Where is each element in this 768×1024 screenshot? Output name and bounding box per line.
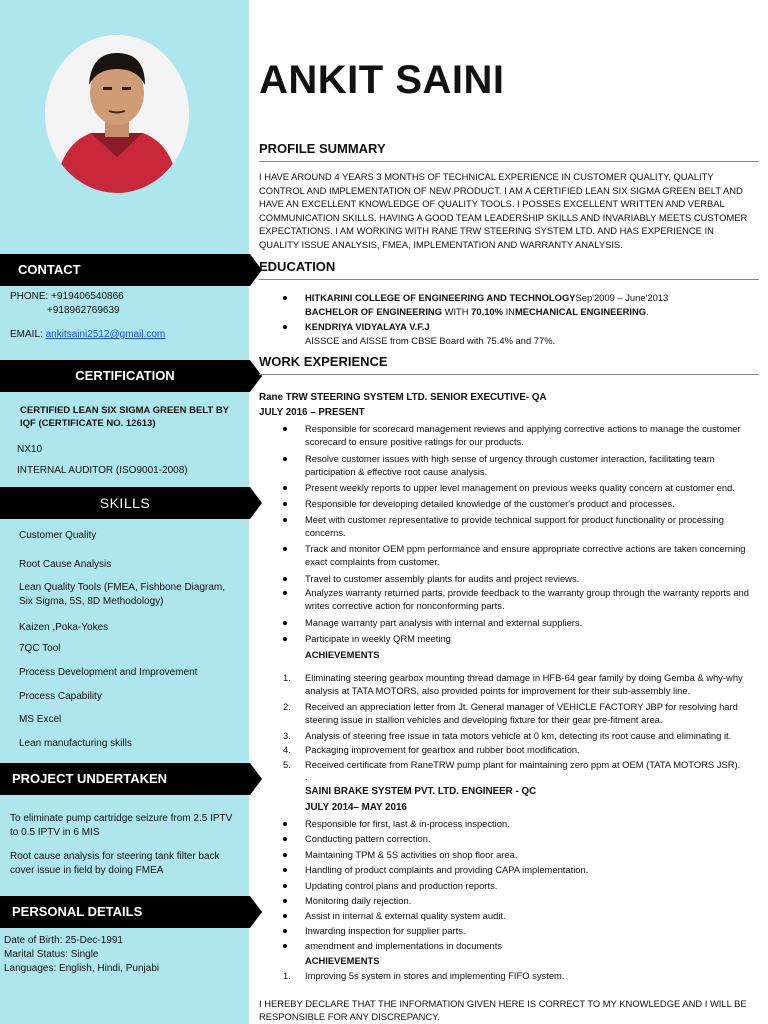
list-number: 3. <box>283 730 291 741</box>
bullet <box>283 457 287 461</box>
skill-item: Kaizen ,Poka-Yokes <box>19 622 109 633</box>
skill-item: MS Excel <box>19 714 62 725</box>
bullet <box>283 296 287 300</box>
phone-primary: +919406540866 <box>51 291 124 302</box>
bullet <box>283 637 287 641</box>
date-of-birth: Date of Birth: 25-Dec-1991 <box>4 935 123 946</box>
bullet <box>283 591 287 595</box>
job1-achievement: Eliminating steering gearbox mounting thread damage in HFB-64 gear family by doing Gemba & why-why analysis at TATA MOTORS, also provided points for improvement for their sub-assembly line. <box>305 672 743 696</box>
contact-phone <box>10 290 124 304</box>
work-heading: WORK EXPERIENCE <box>259 354 388 369</box>
bullet <box>283 822 287 826</box>
bullet <box>283 577 287 581</box>
list-number: 5. <box>283 759 291 770</box>
list-number: 2. <box>283 701 291 712</box>
college-name: HITKARINI COLLEGE OF ENGINEERING AND TECHNOLOGY <box>305 292 576 303</box>
skill-item: Process Capability <box>19 691 102 702</box>
skill-item: Root Cause Analysis <box>19 559 112 570</box>
marital-status: Marital Status: Single <box>4 949 99 960</box>
bullet <box>283 853 287 857</box>
divider <box>259 161 759 162</box>
job1-bullet: Resolve customer issues with high sense of urgency through customer interaction, facilitating team participation & effective root cause analysis. <box>305 453 715 477</box>
profile-photo <box>45 35 189 193</box>
job1-bullet: Analyzes warranty returned parts, provide feedback to the warranty group through the warranty reports and writes corrective action for nonconforming parts. <box>305 587 749 611</box>
project-item: Root cause analysis for steering tank filter back cover issue in field by doing FMEA <box>10 851 220 876</box>
bullet <box>283 914 287 918</box>
project-item: To eliminate pump cartridge seizure from 2.5 IPTV to 0.5 IPTV in 6 MIS <box>10 813 233 838</box>
degree-name: BACHELOR OF ENGINEERING <box>305 306 442 317</box>
job1-achievement: Packaging improvement for gearbox and rubber boot modification. <box>305 744 580 755</box>
skill-item: Process Development and Improvement <box>19 667 198 678</box>
job2-bullet: Responsible for first, last & in-process inspection. <box>305 818 510 829</box>
job2-title: SAINI BRAKE SYSTEM PVT. LTD. ENGINEER - QC <box>305 786 537 797</box>
skill-item: Customer Quality <box>19 530 97 541</box>
achievements-heading: ACHIEVEMENTS <box>305 955 380 966</box>
divider <box>259 279 759 280</box>
education-degree <box>305 305 649 318</box>
bullet <box>283 325 287 329</box>
skill-item: Lean Quality Tools (FMEA, Fishbone Diagram, Six Sigma, 5S, 8D Methodology) <box>19 582 226 607</box>
contact-heading: CONTACT <box>0 254 250 286</box>
job2-achievement: Improving 5s system in stores and implementing FIFO system. <box>305 970 565 981</box>
education-school: KENDRIYA VIDYALAYA V.F.J <box>305 321 430 332</box>
phone-secondary: +918962769639 <box>47 305 120 316</box>
job2-bullet: Assist in internal & external quality system audit. <box>305 910 506 921</box>
job2-bullet: Monitoring daily rejection. <box>305 895 412 906</box>
certification-heading: CERTIFICATION <box>0 360 250 392</box>
degree-percentage: 70.10% <box>471 306 503 317</box>
achievements-heading: ACHIEVEMENTS <box>305 649 380 660</box>
bullet <box>283 837 287 841</box>
degree-branch: MECHANICAL ENGINEERING <box>514 306 647 317</box>
bullet <box>283 868 287 872</box>
job1-bullet: Responsible for scorecard management reviews and applying corrective actions to manage the customer scorecard to ensure positive ratings for our products. <box>305 423 741 447</box>
job2-bullet: amendment and implementations in documents <box>305 940 502 951</box>
email-link[interactable]: ankitsaini2512@gmail.com <box>45 329 166 340</box>
degree-text: IN <box>502 306 515 317</box>
bullet <box>283 621 287 625</box>
cert-internal-auditor: INTERNAL AUDITOR (ISO9001-2008) <box>17 465 188 476</box>
personal-heading: PERSONAL DETAILS <box>0 896 250 928</box>
candidate-name: ANKIT SAINI <box>259 58 505 102</box>
job1-achievement: Analysis of steering free issue in tata motors vehicle at 0 km, detecting its root cause and eliminating it. <box>305 730 732 741</box>
education-heading: EDUCATION <box>259 259 336 274</box>
bullet <box>283 502 287 506</box>
list-number: 4. <box>283 744 291 755</box>
bullet <box>283 486 287 490</box>
declaration-text: I HEREBY DECLARE THAT THE INFORMATION GIVEN HERE IS CORRECT TO MY KNOWLEDGE AND I WILL BE RESPONSIBLE FOR ANY DISCREPANCY. <box>259 998 747 1022</box>
job1-achievement: Received certificate from RaneTRW pump plant for maintaining zero ppm at OEM (TATA MOTORS JSR). <box>305 759 741 770</box>
job1-bullet: Participate in weekly QRM meeting <box>305 633 451 644</box>
job1-title: Rane TRW STEERING SYSTEM LTD. SENIOR EXECUTIVE- QA <box>259 392 547 403</box>
college-dates: Sep'2009 – June'2013 <box>575 292 669 303</box>
job1-bullet: Meet with customer representative to provide technical support for product functionality or processing concerns. <box>305 514 724 538</box>
email-label: EMAIL: <box>10 329 46 340</box>
bullet <box>283 899 287 903</box>
job2-bullet: Updating control plans and production reports. <box>305 880 498 891</box>
job2-bullet: Inwarding inspection for supplier parts. <box>305 925 466 936</box>
job2-dates: JULY 2014– MAY 2016 <box>305 802 407 813</box>
education-school-detail: AISSCE and AISSE from CBSE Board with 75.4% and 77%. <box>305 335 556 346</box>
job1-bullet: Manage warranty part analysis with internal and external suppliers. <box>305 617 583 628</box>
list-number: 1. <box>283 672 291 683</box>
skills-heading: SKILLS <box>0 487 250 519</box>
languages: Languages: English, Hindi, Punjabi <box>4 963 160 974</box>
job1-bullet: Track and monitor OEM ppm performance and ensure appropriate corrective actions are taken concerning exact complaints from customer. <box>305 543 746 567</box>
bullet <box>283 518 287 522</box>
degree-text: WITH <box>442 306 472 317</box>
bullet <box>283 884 287 888</box>
profile-heading: PROFILE SUMMARY <box>259 141 386 156</box>
skill-item: Lean manufacturing skills <box>19 738 132 749</box>
cert-lean-six-sigma: CERTIFIED LEAN SIX SIGMA GREEN BELT BY IQF (CERTIFICATE NO. 12613) <box>20 405 229 429</box>
job2-bullet: Maintaining TPM & 5S activities on shop floor area. <box>305 849 518 860</box>
bullet <box>283 547 287 551</box>
job1-dates: JULY 2016 – PRESENT <box>259 407 365 418</box>
bullet <box>283 929 287 933</box>
education-college <box>305 291 668 304</box>
bullet <box>283 427 287 431</box>
skill-item: 7QC Tool <box>19 643 61 654</box>
project-heading: PROJECT UNDERTAKEN <box>0 763 250 795</box>
degree-text: . <box>646 306 649 317</box>
contact-email <box>10 328 165 342</box>
cert-nx10: NX10 <box>17 444 43 455</box>
phone-label: PHONE: <box>10 291 52 302</box>
list-number: 1. <box>283 970 291 981</box>
divider <box>259 374 759 375</box>
job2-bullet: Handling of product complaints and providing CAPA implementation. <box>305 864 589 875</box>
separator-dot: . <box>305 771 308 782</box>
job1-bullet: Travel to customer assembly plants for audits and project reviews. <box>305 573 580 584</box>
job1-bullet: Present weekly reports to upper level management on previous weeks quality concern at customer end. <box>305 482 735 493</box>
job2-bullet: Conducting pattern correction. <box>305 833 431 844</box>
job1-achievement: Received an appreciation letter from Jt. General manager of VEHICLE FACTORY JBP for resolving hard steering issue in stallion vehicles and developing fixture for their gear pre-fitment area. <box>305 701 738 725</box>
job1-bullet: Responsible for developing detailed knowledge of the customer's product and processes. <box>305 498 675 509</box>
profile-summary-text: I HAVE AROUND 4 YEARS 3 MONTHS OF TECHNICAL EXPERIENCE IN CUSTOMER QUALITY, QUALITY CONTROL AND IMPLEMENTATION OF NEW PRODUCT. I AM A CERTIFIED LEAN SIX SIGMA GREEN BELT AND HAVE AN EXCELLENT KNOWLEDGE OF QUALITY TOOLS. I POSSES EXCELLENT WRITTEN AND VERBAL COMMUNICATION SKILLS. HAVING A GOOD TEAM LEADERSHIP SKILLS AND INVARIABLY MEETS CUSTOMER EXPECTATIONS. I AM WORKING WITH RANE TRW STEERING SYSTEM LTD. AND HAS EXPERIENCE IN QUALITY ISSUE ANALYSIS, FMEA, IMPLEMENTATION AND WARRANTY ANALYSIS. <box>259 171 748 250</box>
bullet <box>283 944 287 948</box>
